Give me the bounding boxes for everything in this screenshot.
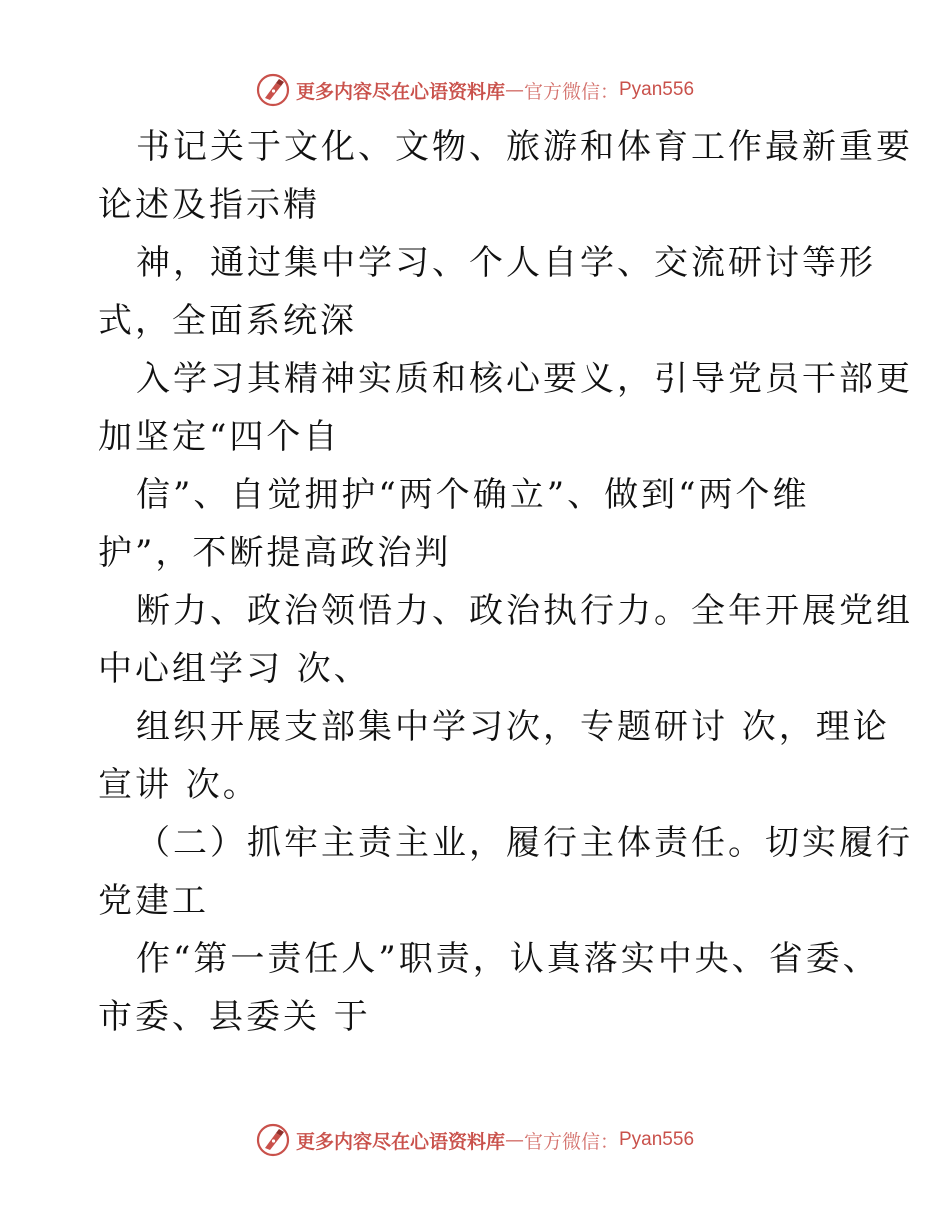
watermark-brand: 更多内容尽在心语资料库 [295,1130,505,1153]
watermark-header [0,70,950,110]
text-line: 加坚定“四个自 [98,417,341,457]
text-line: 市委、县委关 于 [98,997,371,1037]
document-body [98,118,913,1046]
watermark-wechat-label: 官方微信： [523,80,619,103]
text-line: 断力、政治领悟力、政治执行力。全年开展党组 [136,591,913,631]
text-line: 党建工 [98,881,209,921]
watermark-wechat-id: Pyan556 [619,1129,695,1150]
text-line: 宣讲 次。 [98,765,260,805]
watermark-dash: — [504,79,524,101]
text-line: （二）抓牢主责主业，履行主体责任。切实履行 [136,823,913,863]
text-line: 入学习其精神实质和核心要义，引导党员干部更 [136,359,913,399]
text-line: 作“第一责任人”职责，认真落实中央、省委、 [136,939,880,979]
text-line: 论述及指示精 [98,185,320,225]
text-line: 式，全面系统深 [98,301,357,341]
pen-nib-logo-icon [256,1123,290,1157]
watermark-wechat-id: Pyan556 [619,79,695,100]
watermark-dash: — [504,1129,524,1151]
watermark-footer [0,1120,950,1160]
text-line: 中心组学习 次、 [98,649,371,689]
watermark-wechat-label: 官方微信： [523,1130,619,1153]
text-line: 组织开展支部集中学习次，专题研讨 次，理论 [136,707,890,747]
text-line: 护”，不断提高政治判 [98,533,452,573]
text-line: 信”、自觉拥护“两个确立”、做到“两个维 [136,475,810,515]
pen-nib-logo-icon [256,73,290,107]
text-line: 书记关于文化、文物、旅游和体育工作最新重要 [136,127,913,167]
watermark-brand: 更多内容尽在心语资料库 [295,80,505,103]
text-line: 神，通过集中学习、个人自学、交流研讨等形 [136,243,876,283]
